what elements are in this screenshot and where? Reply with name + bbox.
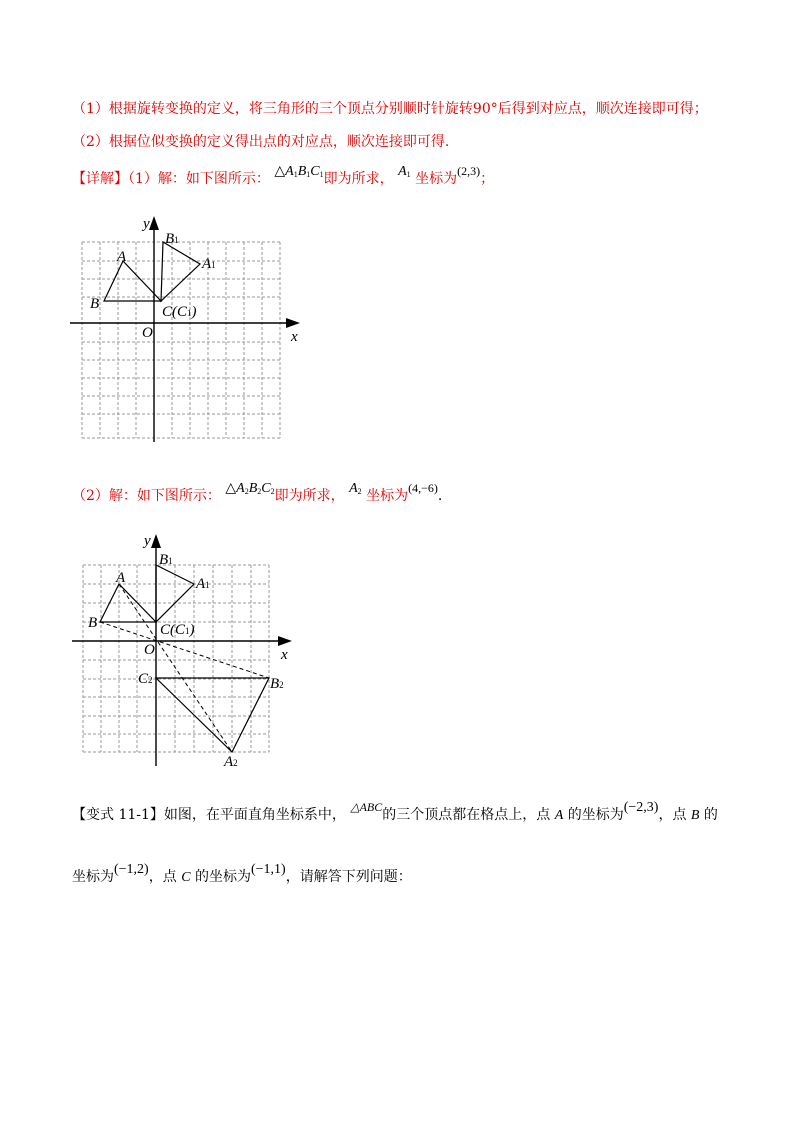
- part2-text-2: 即为所求，: [274, 488, 345, 504]
- detail-line: 【详解】（1）解：如下图所示： $\triangle A_1B_1C_1$即为所求， $A_1$ 坐标为(2,3)；: [72, 164, 495, 187]
- detail-text-1: （1）解：如下图所示：: [128, 171, 270, 187]
- point-a1-label: A1: [202, 256, 216, 272]
- point-a2-label: A2: [224, 754, 238, 770]
- triangle-abc: [104, 261, 161, 301]
- part2-text-1: （2）解：如下图所示：: [72, 488, 221, 504]
- hint-text-1: （1）根据旋转变换的定义，将三角形的三个顶点分别顺时针旋转90°后得到对应点，顺次连接即可得；: [72, 101, 708, 117]
- point-a2: $A_2$: [349, 481, 362, 496]
- hint-text-2: （2）根据位似变换的定义得出点的对应点，顺次连接即可得.: [72, 134, 450, 150]
- part2-line: （2）解：如下图所示： $\triangle A_2B_2C_2$即为所求， $A_2$ 坐标为(4,−6).: [72, 481, 443, 504]
- point-b1-label-2: B1: [159, 552, 173, 568]
- triangle-a1b1c1: $\triangle A_1B_1C_1$: [274, 164, 324, 179]
- point-b2-label: B2: [270, 676, 284, 692]
- variant-line-1: 【变式 11-1】如图，在平面直角坐标系中， △ABC的三个顶点都在格点上，点 A 的坐标为(−2,3)，点 B 的: [72, 800, 718, 823]
- coord-c: (−1,1): [250, 862, 286, 877]
- figure-1-coordinate-grid: [70, 212, 310, 444]
- variant-line-2: 坐标为(−1,2)，点 C 的坐标为(−1,1)，请解答下列问题：: [72, 862, 412, 885]
- figure-1-axes: [70, 216, 300, 442]
- figure-2-dashed-lines: [100, 584, 269, 752]
- point-c-label-2: C(C1): [160, 622, 195, 638]
- hint-line-2: [72, 131, 449, 151]
- x-axis-label-2: x: [281, 647, 288, 663]
- y-axis-label: y: [143, 216, 150, 232]
- triangle-a1b1c1-2: [156, 565, 194, 622]
- triangle-a1b1c1-shape: [161, 242, 200, 301]
- point-a-label-2: A: [116, 570, 126, 586]
- triangle-a2b2c2: $\triangle A_2B_2C_2$: [225, 481, 275, 496]
- point-b-label-2: B: [88, 615, 98, 631]
- detail-text-3: 坐标为: [415, 171, 458, 187]
- figure-2-axes: [72, 534, 292, 766]
- variant-tag: 【变式 11-1】: [72, 807, 164, 823]
- point-a1: $A_1$: [398, 164, 411, 179]
- detail-tag: 【详解】: [72, 171, 128, 187]
- point-a-label: A: [117, 249, 127, 265]
- coord-a1: (2,3): [457, 164, 481, 178]
- part2-text-3: 坐标为: [366, 488, 409, 504]
- figure-2-coordinate-grid: [70, 530, 302, 770]
- point-c2-label: C2: [138, 671, 153, 687]
- point-a1-label-2: A1: [196, 576, 210, 592]
- origin-label-2: O: [144, 642, 155, 658]
- point-b-label: B: [90, 296, 100, 312]
- point-b1-label: B1: [165, 231, 179, 247]
- point-c-label: C(C1): [162, 304, 197, 320]
- x-axis-label: x: [291, 329, 298, 345]
- figure-1-grid: [82, 242, 280, 438]
- coord-a: (−2,3): [623, 800, 659, 815]
- figure-2-grid: [83, 565, 269, 752]
- y-axis-label-2: y: [144, 533, 151, 549]
- figure-2-triangles: [100, 565, 269, 752]
- hint-line-1: [72, 98, 708, 118]
- coord-b: (−1,2): [114, 862, 149, 877]
- triangle-abc-label: △ABC: [350, 800, 383, 814]
- origin-label: O: [142, 325, 153, 341]
- detail-text-2: 即为所求，: [323, 171, 394, 187]
- coord-a2: (4,−6): [408, 481, 438, 495]
